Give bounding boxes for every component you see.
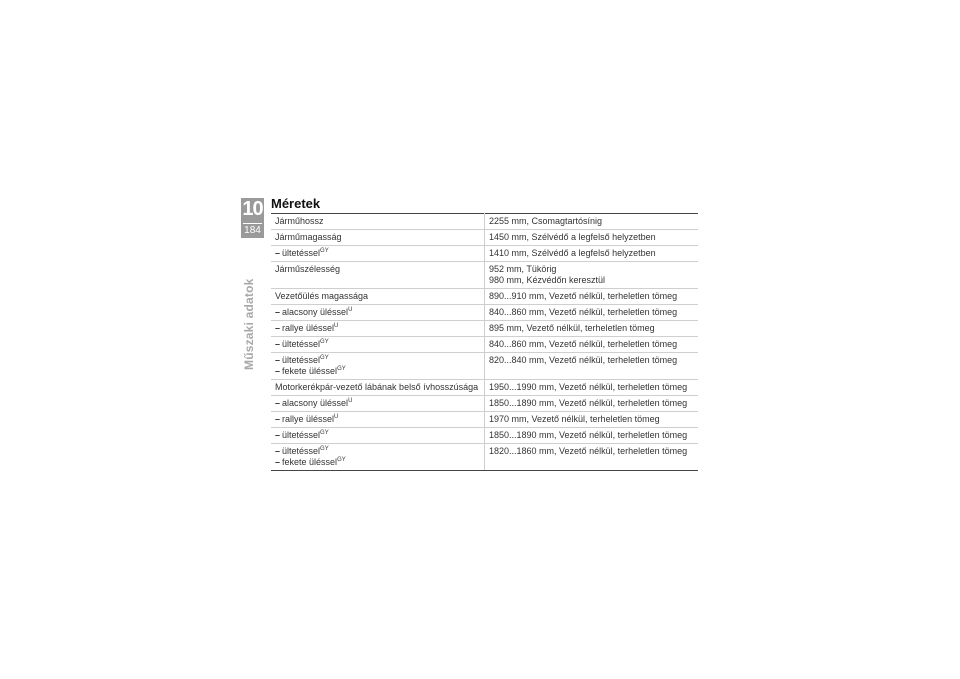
spec-value-cell [485, 444, 699, 471]
table-row [271, 428, 698, 444]
spec-value-cell [485, 289, 699, 305]
table-row [271, 289, 698, 305]
dash-bullet: – [275, 248, 281, 258]
spec-label-text: Járműmagasság [275, 232, 342, 242]
page-number: 184 [244, 225, 261, 236]
equipment-code-superscript: U [348, 307, 353, 313]
table-row [271, 262, 698, 289]
spec-label-text: ültetéssel [282, 248, 321, 258]
spec-label-line [275, 430, 484, 441]
spec-value-line: 1410 mm, Szélvédő a legfelső helyzetben [489, 248, 656, 258]
spec-label-text: fekete üléssel [282, 366, 338, 376]
equipment-code-superscript: GY [337, 457, 346, 463]
spec-value-cell [485, 321, 699, 337]
dash-bullet: – [275, 355, 281, 365]
spec-label-text: alacsony üléssel [282, 307, 349, 317]
equipment-code-superscript: GY [337, 366, 346, 372]
spec-label-line [275, 291, 484, 302]
spec-label-line [275, 232, 484, 243]
spec-label-line [275, 323, 484, 334]
spec-label-text: Járműhossz [275, 216, 324, 226]
spec-label-line [275, 382, 484, 393]
spec-value-cell [485, 380, 699, 396]
spec-label-text: ültetéssel [282, 355, 321, 365]
spec-label-text: Motorkerékpár-vezető lábának belső ívhosszúsága [275, 382, 479, 392]
dash-bullet: – [275, 398, 281, 408]
spec-value-cell [485, 262, 699, 289]
equipment-code-superscript: GY [320, 248, 329, 254]
table-row [271, 305, 698, 321]
dash-bullet: – [275, 307, 281, 317]
spec-label-cell [271, 380, 485, 396]
dash-bullet: – [275, 366, 281, 376]
spec-label-cell [271, 412, 485, 428]
table-row [271, 246, 698, 262]
spec-value-line: 952 mm, Tükörig [489, 264, 557, 274]
spec-label-text: ültetéssel [282, 339, 321, 349]
equipment-code-superscript: GY [320, 355, 329, 361]
dash-bullet: – [275, 457, 281, 467]
dash-bullet: – [275, 339, 281, 349]
spec-label-cell [271, 246, 485, 262]
dash-bullet: – [275, 414, 281, 424]
spec-label-cell [271, 428, 485, 444]
spec-label-text: ültetéssel [282, 430, 321, 440]
dimensions-table [271, 213, 698, 471]
spec-label-line [275, 264, 484, 275]
spec-value-cell [485, 428, 699, 444]
table-row [271, 444, 698, 471]
spec-label-line [275, 414, 484, 425]
spec-value-line: 2255 mm, Csomagtartósínig [489, 216, 603, 226]
spec-value-cell [485, 353, 699, 380]
spec-value-line: 840...860 mm, Vezető nélkül, terheletlen tömeg [489, 307, 678, 317]
spec-label-cell [271, 214, 485, 230]
table-row [271, 380, 698, 396]
spec-value-line: 1850...1890 mm, Vezető nélkül, terheletlen tömeg [489, 398, 688, 408]
spec-value-cell [485, 230, 699, 246]
spec-label-text: alacsony üléssel [282, 398, 349, 408]
spec-value-cell [485, 412, 699, 428]
dimensions-table-body [271, 214, 698, 471]
spec-label-line [275, 457, 484, 468]
spec-label-cell [271, 444, 485, 471]
spec-value-line: 1450 mm, Szélvédő a legfelső helyzetben [489, 232, 656, 242]
equipment-code-superscript: U [334, 414, 339, 420]
spec-label-text: rallye üléssel [282, 414, 335, 424]
spec-label-cell [271, 230, 485, 246]
spec-label-line [275, 366, 484, 377]
table-row [271, 337, 698, 353]
spec-value-line: 1970 mm, Vezető nélkül, terheletlen tömeg [489, 414, 660, 424]
equipment-code-superscript: GY [320, 430, 329, 436]
spec-label-text: Járműszélesség [275, 264, 341, 274]
spec-label-cell [271, 262, 485, 289]
spec-label-cell [271, 321, 485, 337]
equipment-code-superscript: U [348, 398, 353, 404]
table-row [271, 353, 698, 380]
table-row [271, 412, 698, 428]
spec-label-line [275, 446, 484, 457]
table-row [271, 321, 698, 337]
spec-value-cell [485, 337, 699, 353]
dash-bullet: – [275, 323, 281, 333]
dash-bullet: – [275, 446, 281, 456]
spec-label-cell [271, 396, 485, 412]
table-row [271, 396, 698, 412]
spec-label-cell [271, 289, 485, 305]
spec-label-cell [271, 337, 485, 353]
spec-label-text: rallye üléssel [282, 323, 335, 333]
section-title: Méretek [271, 196, 321, 211]
equipment-code-superscript: U [334, 323, 339, 329]
spec-value-line: 980 mm, Kézvédőn keresztül [489, 275, 606, 285]
spec-value-line: 1950...1990 mm, Vezető nélkül, terheletlen tömeg [489, 382, 688, 392]
chapter-side-title: Műszaki adatok [242, 278, 256, 370]
spec-label-text: fekete üléssel [282, 457, 338, 467]
spec-value-cell [485, 214, 699, 230]
spec-label-text: ültetéssel [282, 446, 321, 456]
spec-value-line: 1850...1890 mm, Vezető nélkül, terheletlen tömeg [489, 430, 688, 440]
table-row [271, 214, 698, 230]
spec-value-line: 1820...1860 mm, Vezető nélkül, terheletlen tömeg [489, 446, 688, 456]
equipment-code-superscript: GY [320, 339, 329, 345]
spec-value-cell [485, 305, 699, 321]
chapter-number: 10 [242, 198, 263, 220]
spec-value-line: 890...910 mm, Vezető nélkül, terheletlen tömeg [489, 291, 678, 301]
spec-label-line [275, 216, 484, 227]
spec-label-line [275, 355, 484, 366]
dash-bullet: – [275, 430, 281, 440]
spec-label-line [275, 398, 484, 409]
spec-label-cell [271, 305, 485, 321]
spec-value-cell [485, 246, 699, 262]
spec-label-cell [271, 353, 485, 380]
spec-value-line: 840...860 mm, Vezető nélkül, terheletlen tömeg [489, 339, 678, 349]
equipment-code-superscript: GY [320, 446, 329, 452]
spec-value-cell [485, 396, 699, 412]
spec-value-line: 820...840 mm, Vezető nélkül, terheletlen tömeg [489, 355, 678, 365]
spec-label-line [275, 339, 484, 350]
spec-label-line [275, 307, 484, 318]
spec-value-line: 895 mm, Vezető nélkül, terheletlen tömeg [489, 323, 655, 333]
table-row [271, 230, 698, 246]
spec-label-text: Vezetőülés magassága [275, 291, 369, 301]
spec-label-line [275, 248, 484, 259]
